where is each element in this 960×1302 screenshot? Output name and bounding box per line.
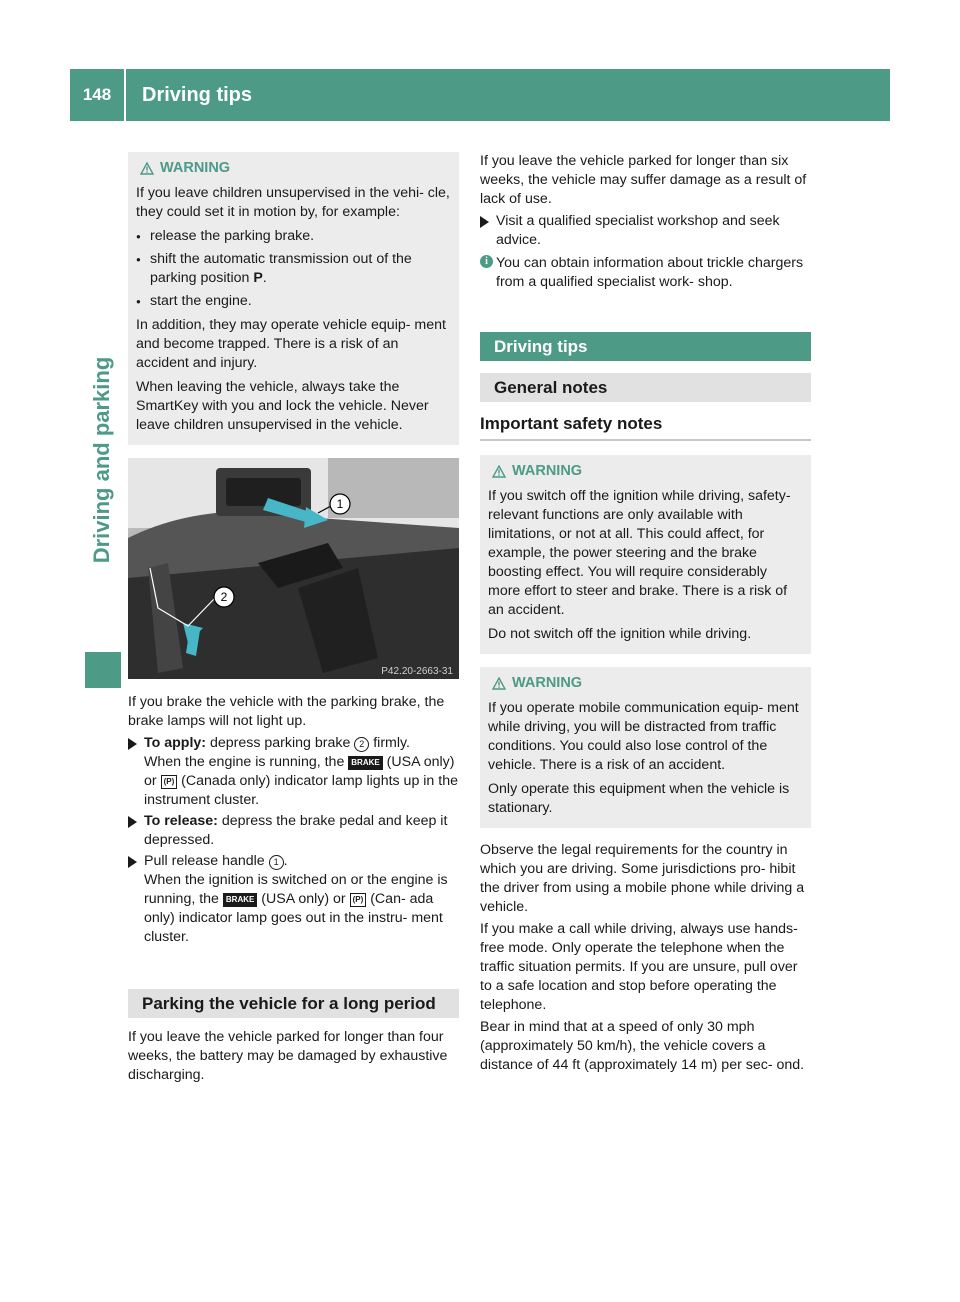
- warning-intro: If you leave children unsupervised in the vehi- cle, they could set it in motion by, for example:: [136, 185, 450, 220]
- info-icon: i: [480, 255, 493, 268]
- warning-box-ignition: [480, 455, 811, 654]
- section-heading-long-period: Parking the vehicle for a long period: [128, 989, 459, 1018]
- step-release: To release: depress the brake pedal and keep it depressed.: [128, 812, 459, 850]
- canada-brake-indicator-icon: (P): [350, 893, 367, 907]
- warning-bullets: [136, 227, 451, 311]
- section-heading-general-notes: General notes: [480, 373, 811, 402]
- step-apply: To apply: depress parking brake 2 firmly. When the engine is running, the BRAKE (USA only) or (P) (Canada only) indicator lamp lights up in the instrument cluster.: [128, 734, 459, 810]
- info-note: i You can obtain information about trickle chargers from a qualified specialist work- shop.: [480, 254, 811, 292]
- warning-box-mobile: [480, 667, 811, 828]
- heading-safety-notes: Important safety notes: [480, 414, 811, 441]
- speed-paragraph: Bear in mind that at a speed of only 30 mph (approximately 50 km/h), the vehicle covers a distance of 44 ft (approximately 14 m) per sec- ond.: [480, 1019, 805, 1073]
- step-pull: Pull release handle 1 . When the ignition is switched on or the engine is running, the BRAKE (USA only) or (P) (Can- ada only) indicator lamp goes out in the instru- ment cluster.: [128, 852, 459, 947]
- warning-triangle-icon: [492, 677, 506, 690]
- left-column: [128, 152, 459, 1093]
- side-tab-marker: [85, 652, 121, 688]
- warning-triangle-icon: [492, 465, 506, 478]
- svg-text:2: 2: [220, 590, 228, 604]
- section-heading-driving-tips: Driving tips: [480, 332, 811, 361]
- warning-title: WARNING: [140, 159, 451, 178]
- warning-paragraph: Only operate this equipment when the vehicle is stationary.: [488, 781, 790, 816]
- page-title: Driving tips: [142, 83, 253, 106]
- warning-paragraph: If you operate mobile communication equip- ment while driving, you will be distracted from traffic conditions. You could also lose control of the vehicle. There is a risk of an accident.: [488, 700, 799, 773]
- warning-triangle-icon: [140, 162, 154, 175]
- step-arrow-icon: [128, 856, 137, 868]
- warning-paragraph: Do not switch off the ignition while driving.: [488, 626, 752, 642]
- brake-lamp-note: If you brake the vehicle with the parking brake, the brake lamps will not light up.: [128, 694, 445, 729]
- six-weeks-paragraph: If you leave the vehicle parked for longer than six weeks, the vehicle may suffer damage as a result of lack of use.: [480, 153, 807, 207]
- page-number: 148: [70, 69, 126, 121]
- list-item: ● start the engine.: [136, 292, 451, 311]
- callout-1-symbol: 1: [269, 855, 284, 870]
- figure-code: P42.20-2663-31: [381, 666, 453, 677]
- brake-indicator-icon: BRAKE: [223, 893, 257, 907]
- warning-paragraph: When leaving the vehicle, always take the SmartKey with you and lock the vehicle. Never leave children unsupervised in the vehicle.: [136, 379, 429, 433]
- warning-title: WARNING: [492, 674, 803, 693]
- svg-text:1: 1: [336, 497, 344, 511]
- side-tab: [82, 300, 122, 620]
- warning-box-children: [128, 152, 459, 445]
- step-visit: Visit a qualified specialist workshop and seek advice.: [480, 212, 811, 250]
- call-paragraph: If you make a call while driving, always use hands-free mode. Only operate the telephone when the traffic situation permits. If you are unsure, pull over to a safe location and stop before operating the telephone.: [480, 921, 798, 1013]
- long-period-paragraph: If you leave the vehicle parked for longer than four weeks, the battery may be damaged by exhaustive discharging.: [128, 1029, 448, 1083]
- list-item: ● release the parking brake.: [136, 227, 451, 246]
- right-column: [480, 152, 811, 1083]
- canada-brake-indicator-icon: (P): [161, 775, 178, 789]
- warning-title: WARNING: [492, 462, 803, 481]
- list-item: ● shift the automatic transmission out of the parking position P.: [136, 250, 451, 288]
- side-tab-label: Driving and parking: [89, 356, 114, 564]
- step-arrow-icon: [128, 816, 137, 828]
- warning-paragraph: If you switch off the ignition while driving, safety-relevant functions are only available with limitations, or not at all. This could affect, for example, the power steering and the brake boosting effect. You will require considerably more effort to steer and brake. There is a risk of an accident.: [488, 488, 791, 618]
- step-arrow-icon: [480, 216, 489, 228]
- parking-brake-figure: [128, 458, 459, 679]
- warning-paragraph: In addition, they may operate vehicle equip- ment and become trapped. There is a risk of an accident and injury.: [136, 317, 446, 371]
- observe-paragraph: Observe the legal requirements for the country in which you are driving. Some jurisdictions pro- hibit the driver from using a mobile phone while driving a vehicle.: [480, 842, 805, 915]
- callout-2-symbol: 2: [354, 737, 369, 752]
- brake-indicator-icon: BRAKE: [348, 756, 382, 770]
- step-arrow-icon: [128, 738, 137, 750]
